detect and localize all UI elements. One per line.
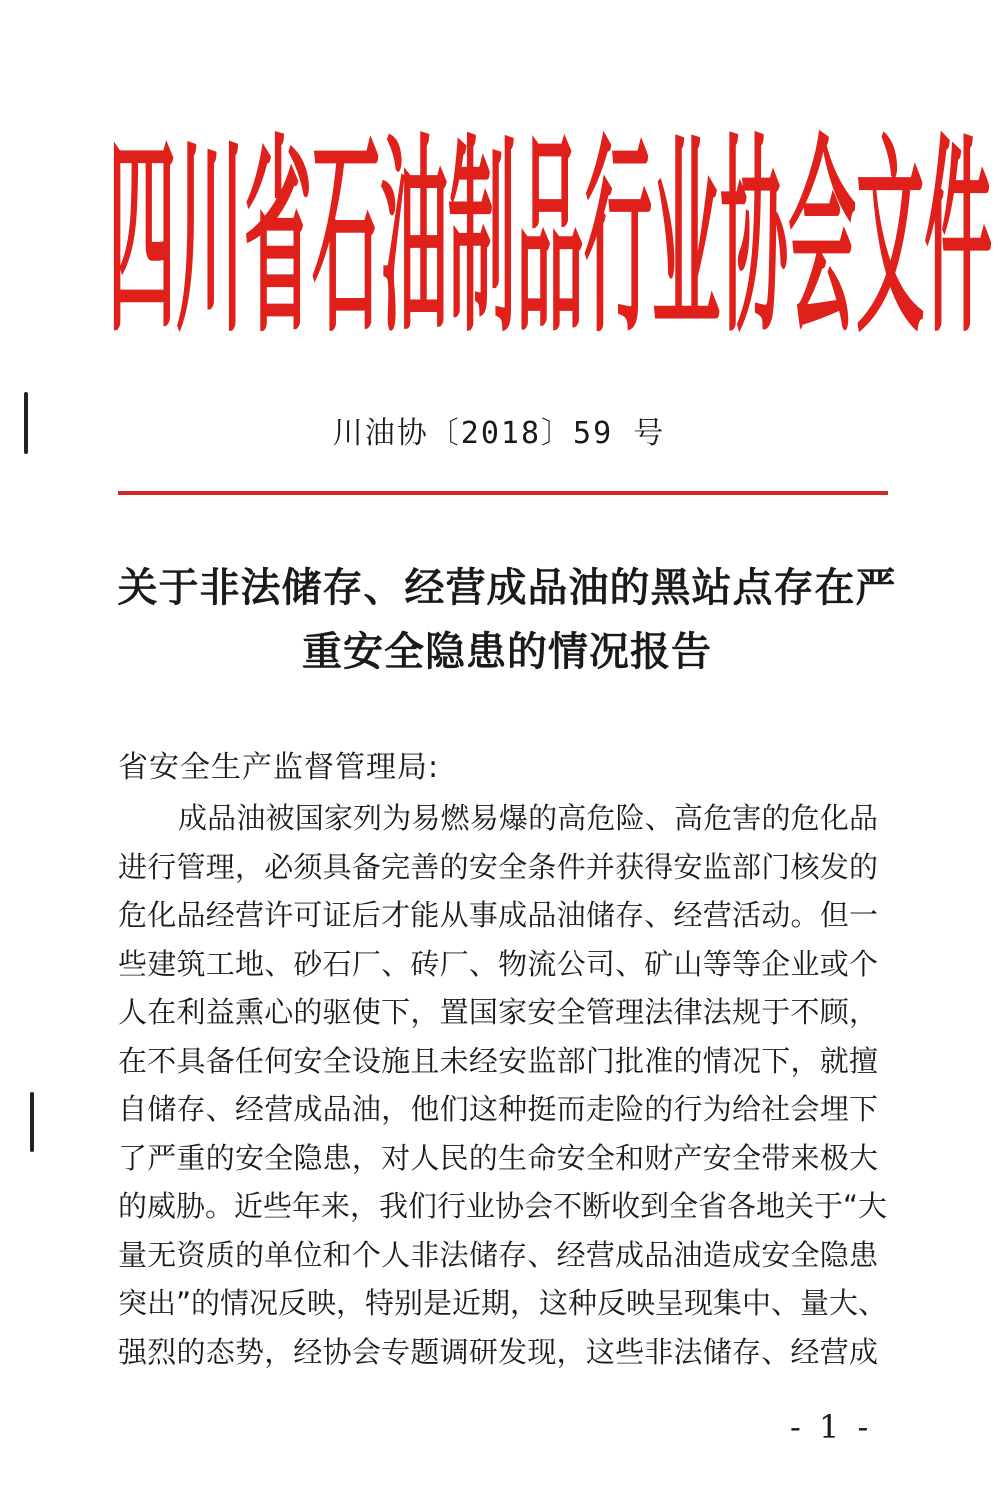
body-line: 危化品经营许可证后才能从事成品油储存、经营活动。但一 bbox=[118, 898, 878, 932]
body-line: 自储存、经营成品油，他们这种挺而走险的行为给社会埋下 bbox=[118, 1092, 878, 1126]
report-title-line-1: 关于非法储存、经营成品油的黑站点存在严 bbox=[117, 565, 897, 611]
header-divider-rule bbox=[118, 491, 888, 495]
body-line: 量无资质的单位和个人非法储存、经营成品油造成安全隐患 bbox=[118, 1237, 878, 1272]
header-char: 川 bbox=[176, 119, 245, 364]
body-line: 进行管理，必须具备完善的安全条件并获得安监部门核发的 bbox=[118, 849, 878, 884]
body-line: 成品油被国家列为易燃易爆的高危险、高危害的危化品 bbox=[178, 801, 878, 835]
body-line: 强烈的态势，经协会专题调研发现，这些非法储存、经营成 bbox=[118, 1334, 878, 1369]
issuing-authority-header bbox=[108, 118, 993, 368]
header-char: 省 bbox=[244, 119, 313, 364]
header-char: 四 bbox=[108, 119, 177, 364]
body-line: 人在利益熏心的驱使下，置国家安全管理法律法规于不顾， bbox=[118, 995, 878, 1029]
header-char: 业 bbox=[652, 119, 721, 364]
body-line: 在不具备任何安全设施且未经安监部门批准的情况下，就擅 bbox=[118, 1043, 878, 1078]
header-char: 行 bbox=[584, 119, 653, 364]
header-char: 石 bbox=[312, 119, 381, 364]
document-number: 川油协〔2018〕59 号 bbox=[332, 416, 666, 451]
body-line: 的威胁。近些年来，我们行业协会不断收到全省各地关于“大 bbox=[118, 1189, 888, 1223]
salutation-recipient: 省安全生产监督管理局: bbox=[118, 750, 440, 785]
report-title-line-2: 重安全隐患的情况报告 bbox=[302, 629, 712, 675]
header-char: 会 bbox=[788, 119, 857, 364]
header-char: 制 bbox=[448, 119, 517, 364]
body-line: 了严重的安全隐患，对人民的生命安全和财产安全带来极大 bbox=[118, 1140, 878, 1175]
header-char: 品 bbox=[516, 119, 585, 364]
body-line: 些建筑工地、砂石厂、砖厂、物流公司、矿山等等企业或个 bbox=[118, 946, 878, 981]
body-line: 突出”的情况反映，特别是近期，这种反映呈现集中、量大、 bbox=[118, 1286, 888, 1320]
header-char: 油 bbox=[380, 119, 449, 364]
binding-hole-mark-bottom bbox=[30, 1092, 34, 1152]
body-paragraph bbox=[118, 794, 888, 1376]
report-title bbox=[112, 556, 902, 684]
header-char: 文 bbox=[856, 119, 925, 364]
header-char: 协 bbox=[720, 119, 789, 364]
header-char: 件 bbox=[924, 119, 993, 364]
page-number: - 1 - bbox=[790, 1408, 873, 1446]
